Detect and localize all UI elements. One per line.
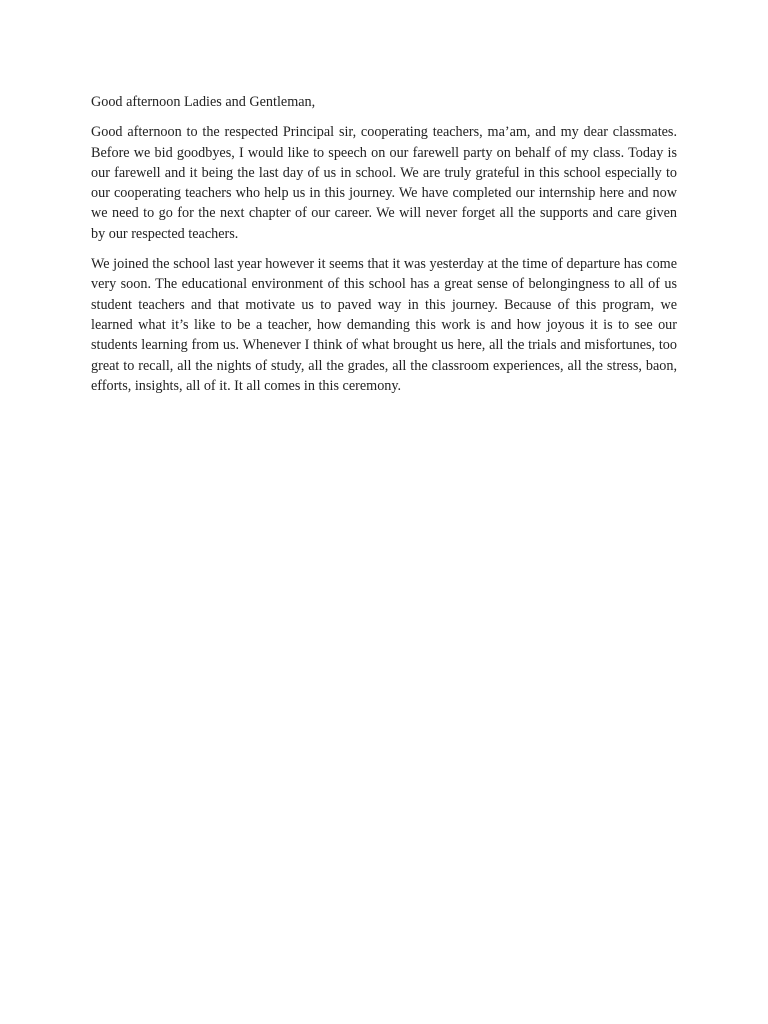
paragraph-1: Good afternoon to the respected Principal sir, cooperating teachers, ma’am, and my dear classmates. Before we bid goodbyes, I would like to speech on our farewell party on behalf of my class. Today is our farewell and it being the last day of us in school. We are truly grateful in this school especially to our cooperating teachers who help us in this journey. We have completed our internship here and now we need to go for the next chapter of our career. We will never forget all the supports and care given by our respected teachers. xyxy=(91,124,677,242)
paragraph-2: We joined the school last year however it seems that it was yesterday at the time of departure has come very soon. The educational environment of this school has a great sense of belongingness to all of us student teachers and that motivate us to paved way in this journey. Because of this program, we learned what it’s like to be a teacher, how demanding this work is and how joyous it is to see our students learning from us. Whenever I think of what brought us here, all the trials and misfortunes, too great to recall, all the nights of study, all the grades, all the classroom experiences, all the stress, baon, efforts, insights, all of it. It all comes in this ceremony. xyxy=(91,256,677,394)
document-body xyxy=(91,92,677,406)
greeting-line: Good afternoon Ladies and Gentleman, xyxy=(91,94,316,110)
